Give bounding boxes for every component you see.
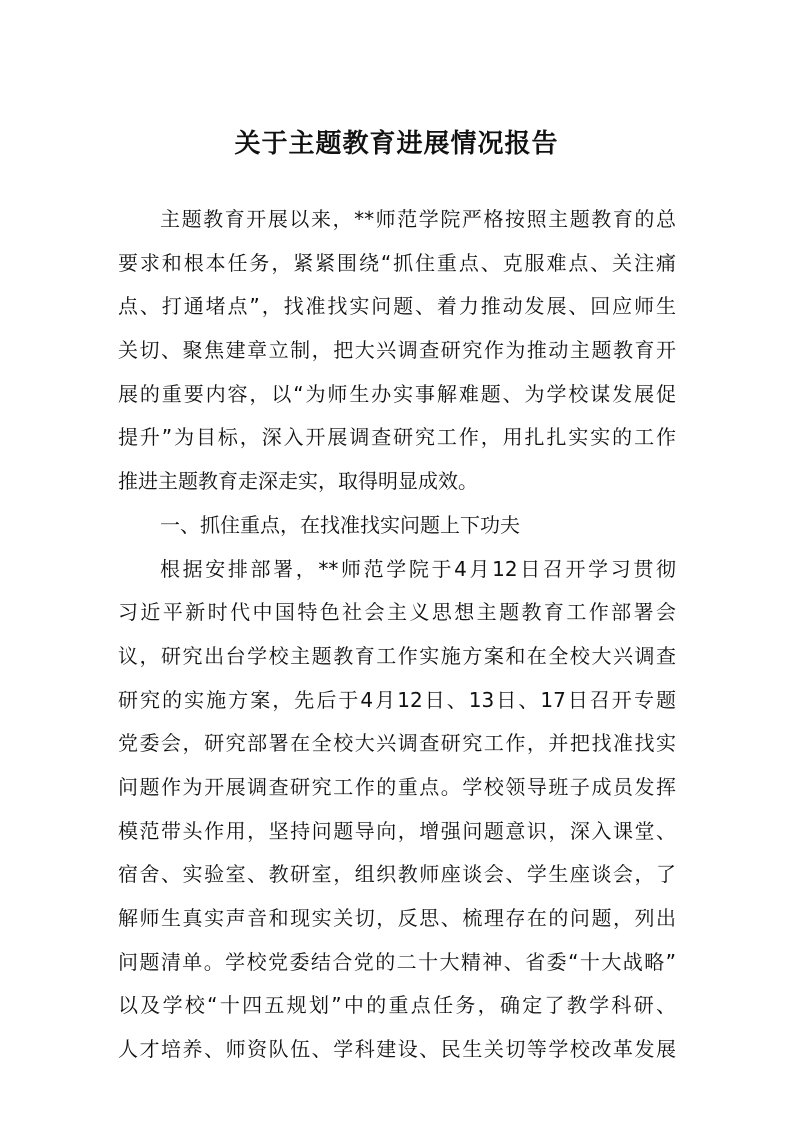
document-title: 关于主题教育进展情况报告: [234, 129, 559, 159]
paragraph-2-line-1: 根据安排部署，**师范学院于4月12日召开学习贯彻: [160, 556, 676, 581]
paragraph-1-line-6: 提升”为目标，深入开展调查研究工作，用扎扎实实的工作: [118, 425, 676, 450]
paragraph-1-line-4: 关切、聚焦建章立制，把大兴调查研究作为推动主题教育开: [118, 338, 676, 363]
paragraph-1-line-5: 展的重要内容，以“为师生办实事解难题、为学校谋发展促: [118, 381, 676, 406]
paragraph-2-line-7: 模范带头作用，坚持问题导向，增强问题意识，深入课堂、: [118, 818, 676, 843]
section-heading-1: 一、抓住重点，在找准找实问题上下功夫: [160, 512, 520, 537]
paragraph-2-line-5: 党委会，研究部署在全校大兴调查研究工作，并把找准找实: [118, 731, 676, 756]
paragraph-2-line-12: 人才培养、师资队伍、学科建设、民生关切等学校改革发展: [118, 1037, 676, 1062]
paragraph-2-line-3: 议，研究出台学校主题教育工作实施方案和在全校大兴调查: [118, 643, 676, 668]
paragraph-1-line-3: 点、打通堵点”，找准找实问题、着力推动发展、回应师生: [118, 294, 676, 319]
paragraph-1-line-2: 要求和根本任务，紧紧围绕“抓住重点、克服难点、关注痛: [118, 250, 676, 275]
document-body: [118, 198, 676, 1072]
paragraph-1-line-7: 推进主题教育走深走实，取得明显成效。: [118, 469, 478, 494]
paragraph-2-line-4: 研究的实施方案，先后于4月12日、13日、17日召开专题: [118, 687, 676, 712]
paragraph-1-line-1: 主题教育开展以来，**师范学院严格按照主题教育的总: [160, 207, 676, 231]
paragraph-2-line-11: 以及学校“十四五规划”中的重点任务，确定了教学科研、: [118, 993, 676, 1018]
paragraph-2-line-8: 宿舍、实验室、教研室，组织教师座谈会、学生座谈会，了: [118, 862, 676, 887]
paragraph-2-line-2: 习近平新时代中国特色社会主义思想主题教育工作部署会: [118, 600, 676, 625]
paragraph-2-line-6: 问题作为开展调查研究工作的重点。学校领导班子成员发挥: [118, 774, 676, 799]
paragraph-2-line-10: 问题清单。学校党委结合党的二十大精神、省委“十大战略”: [118, 949, 676, 974]
paragraph-2-line-9: 解师生真实声音和现实关切，反思、梳理存在的问题，列出: [118, 906, 676, 930]
